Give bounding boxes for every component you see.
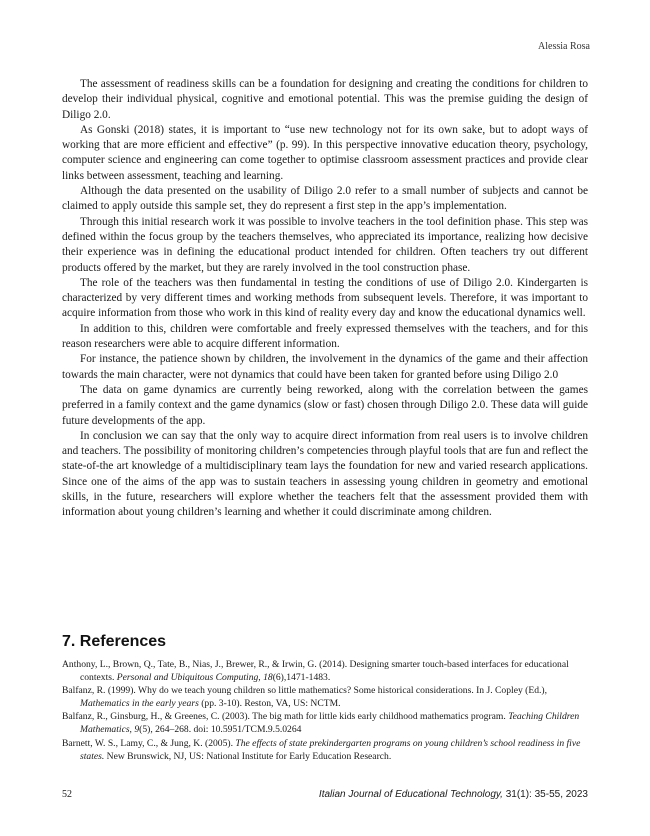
page-number: 52: [62, 789, 72, 800]
paragraph: In addition to this, children were comfortable and freely expressed themselves with the teachers, and for this reason researchers were able to acquire different information.: [62, 322, 588, 351]
running-header-author: Alessia Rosa: [538, 41, 590, 52]
reference-source: The effects of state prekindergarten programs on young children’s school readiness in five states.: [80, 737, 581, 762]
reference-text: Balfanz, R., Ginsburg, H., & Greenes, C. (2003). The big math for little kids early childhood mathematics program.: [62, 711, 509, 723]
paragraph: The assessment of readiness skills can be a foundation for designing and creating the conditions for children to develop their individual physical, cognitive and emotional potential. This was the premise guiding the design of Diligo 2.0.: [62, 78, 588, 121]
journal-volume: 31(1): 35-55, 2023: [502, 789, 588, 800]
reference-item: [62, 658, 588, 684]
paragraph: As Gonski (2018) states, it is important to “use new technology not for its own sake, but to adopt ways of working that are more efficient and effective” (p. 99). In this perspective innovative education theory, psychology, computer science and engineering can come together to optimise classroom assessment practices and provide clear links between assessment, teaching and learning.: [62, 123, 588, 182]
journal-name: Italian Journal of Educational Technology,: [318, 789, 503, 800]
reference-text: Barnett, W. S., Lamy, C., & Jung, K. (2005).: [62, 737, 236, 749]
reference-text: Anthony, L., Brown, Q., Tate, B., Nias, J., Brewer, R., & Irwin, G. (2014). Designing smarter touch-based interfaces for educational contexts.: [62, 659, 569, 684]
reference-details: (6),1471-1483.: [272, 672, 331, 684]
reference-source: Personal and Ubiquitous Computing, 18: [116, 672, 273, 684]
reference-item: [62, 684, 588, 710]
body-text: [62, 77, 588, 521]
journal-citation: [319, 789, 588, 800]
reference-source: Mathematics in the early years: [80, 698, 199, 710]
reference-details: (5), 264–268. doi: 10.5951/TCM.9.5.0264: [139, 724, 302, 736]
paragraph: The data on game dynamics are currently being reworked, along with the correlation between the games preferred in a family context and the game dynamics (slow or fast) chosen through Diligo 2.0. These data will guide future developments of the app.: [62, 383, 588, 427]
reference-source: Teaching Children Mathematics, 9: [80, 711, 580, 736]
paragraph: Through this initial research work it was possible to involve teachers in the tool definition phase. This step was defined within the focus group by the teachers themselves, who appreciated its importance, realizing how decisive their experience was in defining the educational product intended for children. Often teachers try out different products offered by the market, but they are rarely involved in the tool construction phase.: [62, 215, 588, 274]
reference-item: [62, 710, 588, 736]
section-heading: 7. References: [62, 633, 167, 650]
paragraph: The role of the teachers was then fundamental in testing the conditions of use of Diligo 2.0. Kindergarten is characterized by very different times and working methods from subsequent levels. Therefore, it was important to acquire information from those who work in this kind of reality every day and know the educational dynamics well.: [62, 276, 588, 320]
reference-list: [62, 658, 588, 763]
reference-details: New Brunswick, NJ, US: National Institute for Early Education Research.: [104, 750, 392, 762]
reference-item: [62, 737, 588, 763]
paragraph: For instance, the patience shown by children, the involvement in the dynamics of the game and their affection towards the main character, were not dynamics that could have been taken for granted before using Diligo 2.0: [62, 353, 588, 381]
reference-text: Balfanz, R. (1999). Why do we teach young children so little mathematics? Some historical considerations. In J. Copley (Ed.),: [62, 685, 547, 697]
paragraph: In conclusion we can say that the only way to acquire direct information from real users is to involve children and teachers. The possibility of monitoring children’s competencies through playful tools that are fun and reflect the state-of-the art knowledge of a multidisciplinary team lays the foundation for new and varied research applications. Since one of the aims of the app was to sustain teachers in assessing young children in geometry and emotional skills, in the future, researchers will explore whether the teachers felt that the assessment provided them with information about young children’s learning and whether it could discriminate among children.: [62, 429, 588, 519]
paragraph: Although the data presented on the usability of Diligo 2.0 refer to a small number of subjects and cannot be claimed to apply outside this sample set, they do represent a first step in the app’s implementation.: [62, 185, 588, 213]
reference-details: (pp. 3-10). Reston, VA, US: NCTM.: [198, 698, 341, 710]
